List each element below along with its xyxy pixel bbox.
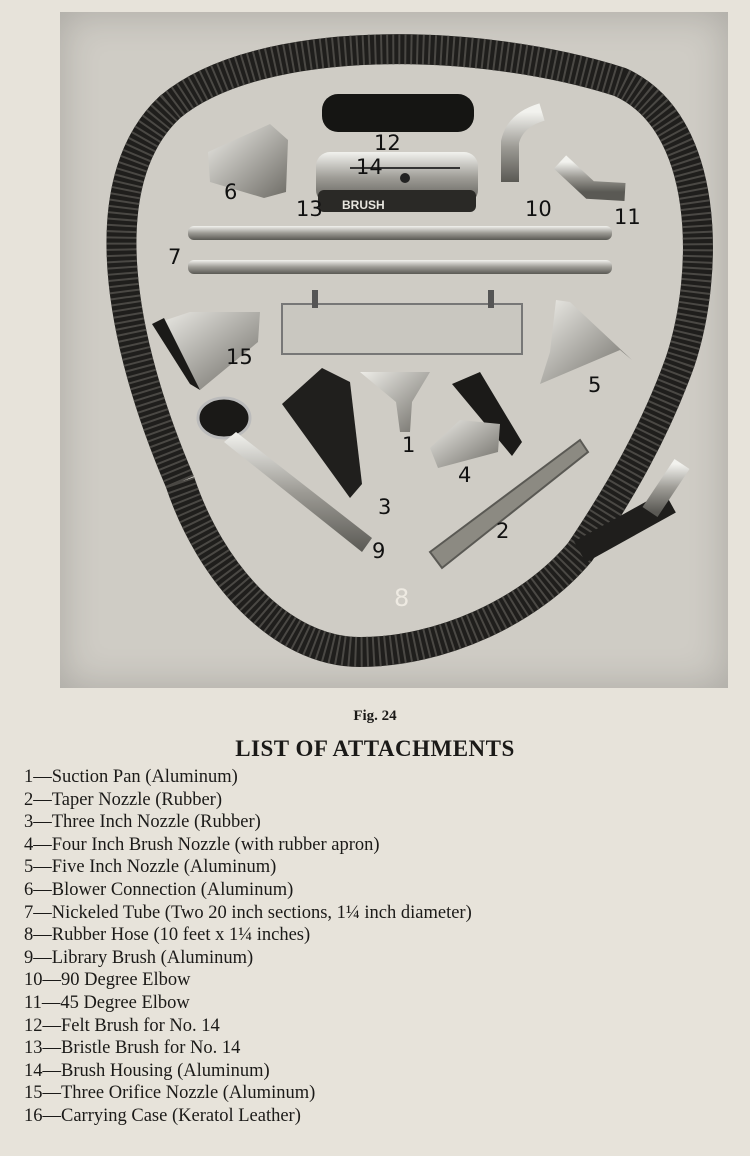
list-item: 14—Brush Housing (Aluminum)	[24, 1060, 270, 1081]
list-item: 11—45 Degree Elbow	[24, 992, 190, 1013]
figure-caption: Fig. 24	[353, 708, 397, 724]
list-item: 3—Three Inch Nozzle (Rubber)	[24, 812, 261, 833]
list-item: 6—Blower Connection (Aluminum)	[24, 879, 294, 900]
list-item: 10—90 Degree Elbow	[24, 970, 191, 991]
list-item: 12—Felt Brush for No. 14	[24, 1015, 220, 1036]
list-item: 2—Taper Nozzle (Rubber)	[24, 789, 223, 810]
callout-9: 9	[372, 539, 386, 563]
five-inch-nozzle	[540, 300, 632, 384]
list-item: 8—Rubber Hose (10 feet x 1¼ inches)	[24, 925, 311, 946]
felt-brush	[322, 94, 474, 132]
attachments-photo	[60, 12, 728, 688]
brush-housing	[316, 152, 478, 212]
callout-14: 14	[356, 155, 383, 179]
callout-5: 5	[588, 373, 602, 397]
nickeled-tube-2	[188, 260, 612, 274]
list-item: 13—Bristle Brush for No. 14	[24, 1038, 241, 1059]
callout-7: 7	[168, 245, 182, 269]
nickeled-tube-1	[188, 226, 612, 240]
elbow-45	[560, 162, 625, 192]
elbow-90	[510, 112, 542, 182]
callout-10: 10	[525, 197, 552, 221]
callout-3: 3	[378, 495, 392, 519]
list-item: 9—Library Brush (Aluminum)	[24, 947, 254, 968]
list-heading: LIST OF ATTACHMENTS	[235, 736, 515, 761]
callout-15: 15	[226, 345, 253, 369]
callout-13: 13	[296, 197, 323, 221]
callout-4: 4	[458, 463, 472, 487]
list-item: 7—Nickeled Tube (Two 20 inch sections, 1¼ inch diameter)	[24, 902, 472, 923]
callout-1: 1	[402, 433, 416, 457]
blower-connection	[208, 124, 288, 198]
list-item: 16—Carrying Case (Keratol Leather)	[24, 1105, 301, 1126]
callout-11: 11	[614, 205, 641, 229]
list-item: 15—Three Orifice Nozzle (Aluminum)	[24, 1083, 316, 1104]
callout-6: 6	[224, 180, 238, 204]
callout-8: 8	[394, 584, 410, 612]
list-item: 4—Four Inch Brush Nozzle (with rubber apron)	[24, 834, 380, 855]
list-item: 1—Suction Pan (Aluminum)	[24, 767, 238, 787]
four-inch-brush-nozzle	[430, 372, 522, 468]
brush-label: BRUSH	[342, 198, 385, 212]
list-item: 5—Five Inch Nozzle (Aluminum)	[24, 857, 277, 878]
callout-2: 2	[496, 519, 510, 543]
attachments-list	[24, 766, 472, 1128]
callout-12: 12	[374, 131, 401, 155]
